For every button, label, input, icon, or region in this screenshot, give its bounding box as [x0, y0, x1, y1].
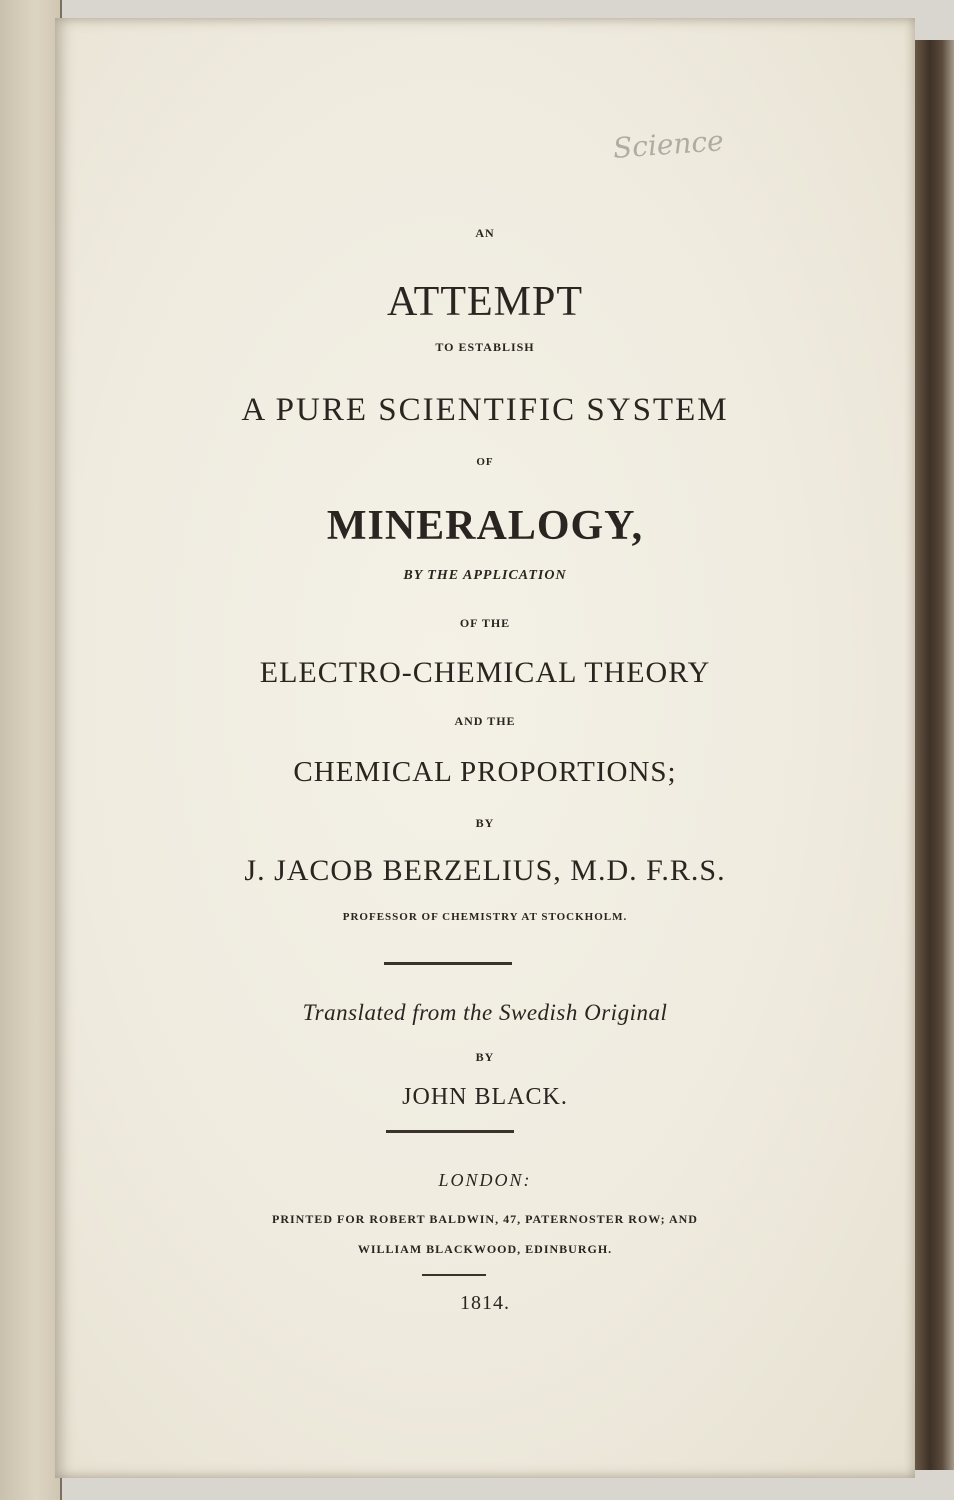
by-application-line: BY THE APPLICATION [403, 568, 567, 583]
imprint-printer-line-2: WILLIAM BLACKWOOD, EDINBURGH. [357, 1242, 613, 1256]
an-line: AN [475, 226, 495, 240]
and-the-line: AND THE [454, 714, 516, 728]
by-line-2: BY [475, 1050, 495, 1064]
divider-rule-2 [386, 1130, 514, 1133]
book-cover-edge [914, 40, 954, 1470]
main-title-attempt: ATTEMPT [387, 279, 583, 325]
proportions-line: CHEMICAL PROPORTIONS; [293, 756, 677, 788]
mineralogy-title: MINERALOGY, [326, 503, 644, 549]
translation-note: Translated from the Swedish Original [302, 1000, 668, 1025]
divider-rule-3 [422, 1274, 486, 1276]
facing-page-edge [0, 0, 62, 1500]
of-the-line: OF THE [459, 616, 511, 630]
to-establish-line: TO ESTABLISH [435, 340, 535, 354]
author-title: PROFESSOR OF CHEMISTRY AT STOCKHOLM. [342, 911, 628, 923]
title-page [55, 18, 915, 1478]
system-line: A PURE SCIENTIFIC SYSTEM [241, 392, 729, 428]
imprint-printer-line-1: PRINTED FOR ROBERT BALDWIN, 47, PATERNOSTER ROW; AND [272, 1212, 698, 1226]
translator-name: JOHN BLACK. [402, 1084, 568, 1110]
imprint-city: LONDON: [438, 1170, 532, 1190]
imprint-year: 1814. [460, 1292, 510, 1314]
divider-rule [384, 962, 512, 965]
author-name: J. JACOB BERZELIUS, M.D. F.R.S. [244, 854, 726, 887]
theory-line: ELECTRO-CHEMICAL THEORY [259, 656, 711, 689]
pencil-annotation: Science [611, 124, 725, 165]
of-line: OF [476, 456, 494, 468]
by-line: BY [475, 816, 495, 830]
